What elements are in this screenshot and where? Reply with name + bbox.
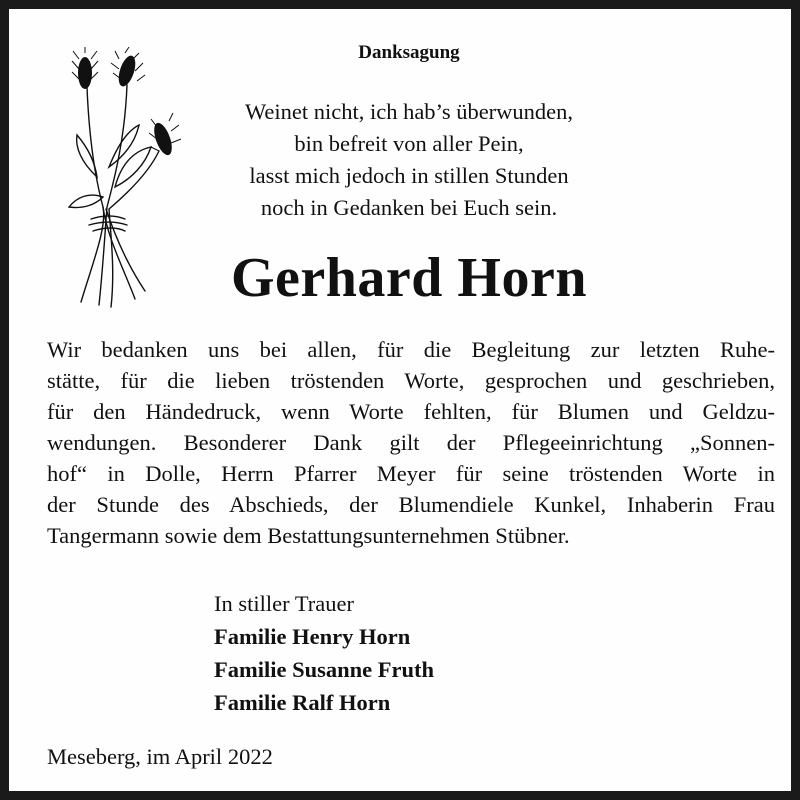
paragraph-line: hof“ in Dolle, Herrn Pfarrer Meyer für seine tröstenden Worte in [47,461,775,486]
paragraph-line: Wir bedanken uns bei allen, für die Begleitung zur letzten Ruhe- [47,337,775,362]
poem-line: lasst mich jedoch in stillen Stunden [249,163,569,188]
paragraph-line: wendungen. Besonderer Dank gilt der Pflegeeinrichtung „Sonnen- [47,430,775,455]
paragraph-line: stätte, für die lieben tröstenden Worte, gesprochen und geschrieben, [47,368,775,393]
family-name: Familie Susanne Fruth [214,657,435,682]
thanks-paragraph [47,334,775,551]
place-date: Meseberg, im April 2022 [47,744,273,769]
poem-line: Weinet nicht, ich hab’s überwunden, [244,99,574,124]
poem-line: bin befreit von aller Pein, [294,131,524,156]
signoff [214,587,714,719]
family-name: Familie Henry Horn [214,624,411,649]
notice-heading: Danksagung [358,42,460,63]
paragraph-line: der Stunde des Abschieds, der Blumendiele Kunkel, Inhaberin Frau [47,492,775,517]
poem-line: noch in Gedanken bei Euch sein. [260,195,558,220]
poem [159,96,659,224]
signoff-intro: In stiller Trauer [214,591,354,616]
deceased-name: Gerhard Horn [231,247,587,309]
paragraph-line: Tangermann sowie dem Bestattungsunternehmen Stübner. [47,523,570,548]
family-name: Familie Ralf Horn [214,690,391,715]
paragraph-line: für den Händedruck, wenn Worte fehlten, für Blumen und Geldzu- [47,399,775,424]
